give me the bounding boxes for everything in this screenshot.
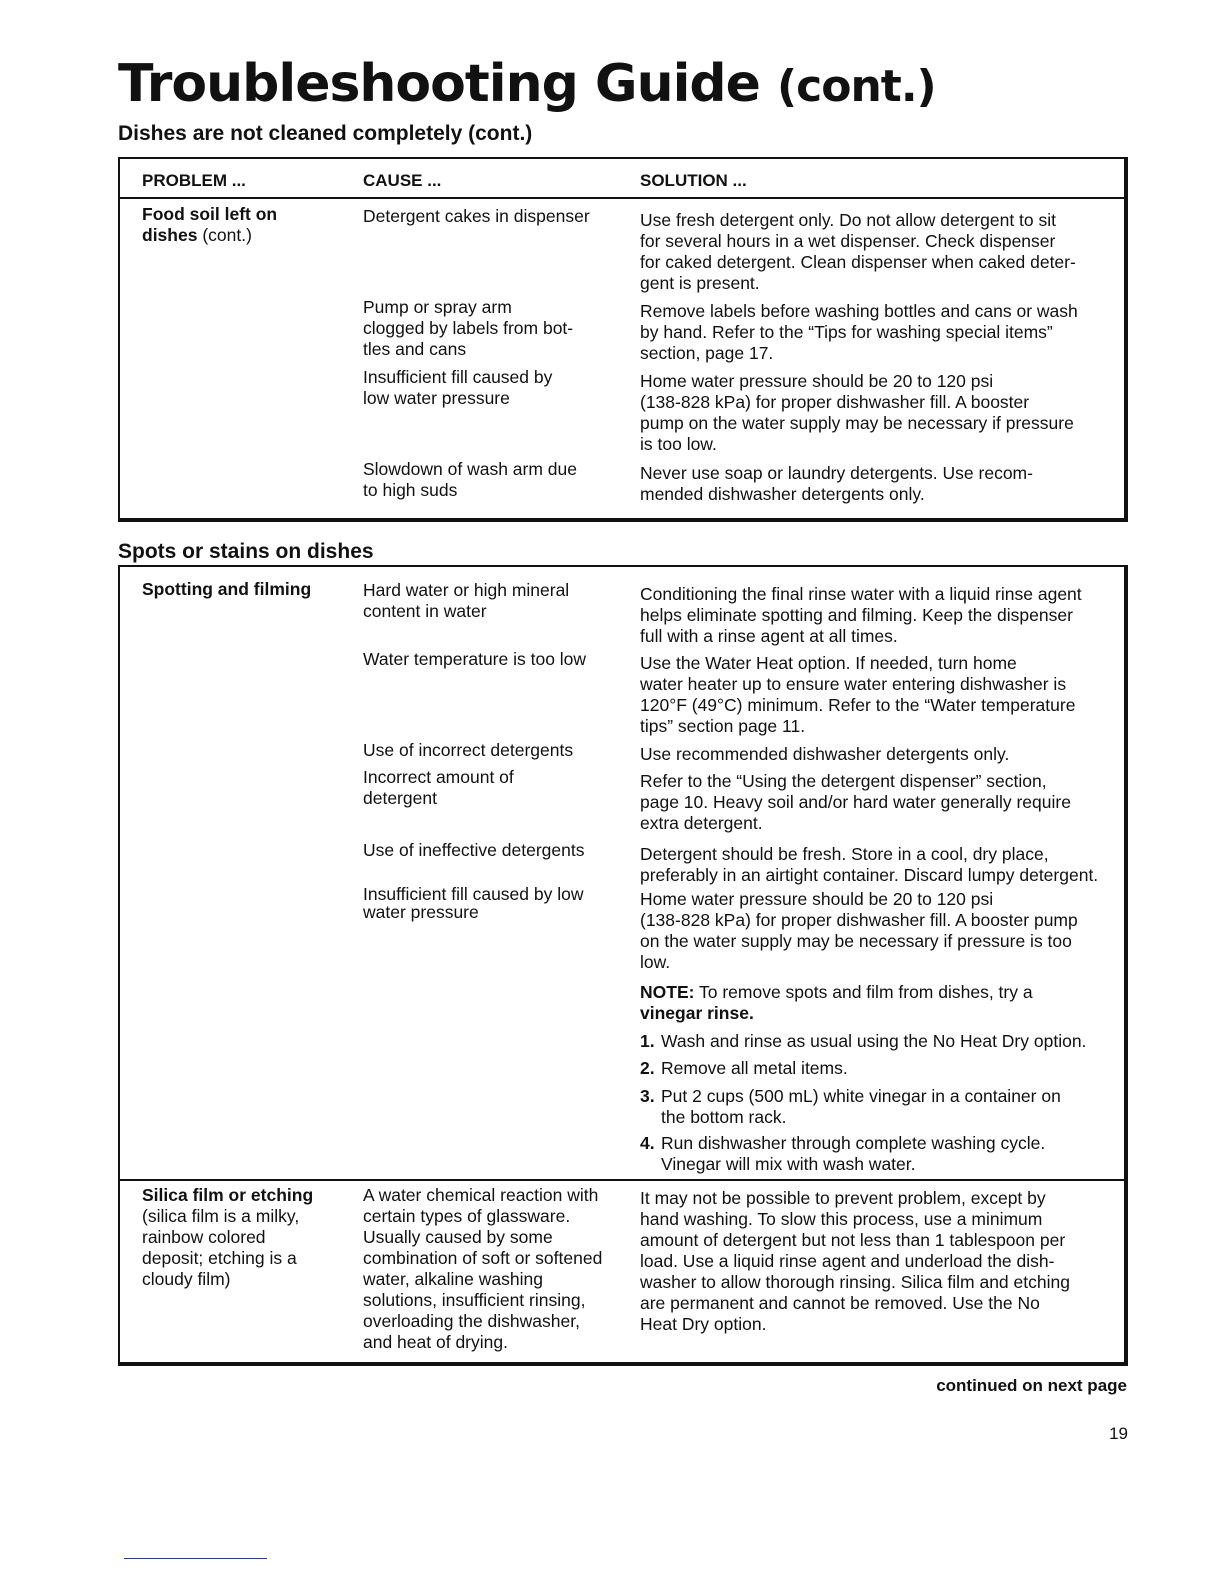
cause-cell: Incorrect amount of detergent <box>363 767 514 808</box>
solution-cell: Detergent should be fresh. Store in a cool, dry place, preferably in an airtight container. Discard lumpy detergent. <box>640 844 1099 885</box>
column-header-problem: PROBLEM ... <box>142 171 246 190</box>
page-title: Troubleshooting Guide (cont.) <box>118 54 936 114</box>
solution-cell: Conditioning the final rinse water with a liquid rinse agent helps eliminate spotting and filming. Keep the dispenser full with a rinse agent at all times. <box>640 584 1082 646</box>
cause-cell: A water chemical reaction with certain types of glassware. Usually caused by some combination of soft or softened water, alkaline washing solutions, insufficient rinsing, overloading the dishwasher, and heat of drying. <box>363 1185 603 1352</box>
cause-cell: Use of incorrect detergents <box>363 740 574 760</box>
cause-cell: Insufficient fill caused by low water pressure <box>363 884 584 922</box>
cause-cell: Detergent cakes in dispenser <box>363 206 590 226</box>
solution-cell: It may not be possible to prevent problem, except by hand washing. To slow this process, use a minimum amount of detergent but not less than 1 tablespoon per load. Use a liquid rinse agent and underload the dish- washer to allow thorough rinsing. Silica film and etching are permanent and cannot be removed. Use the No Heat Dry option. <box>640 1188 1070 1334</box>
step-number: 4. <box>640 1133 655 1153</box>
step-text: Put 2 cups (500 mL) white vinegar in a container on the bottom rack. <box>661 1086 1061 1127</box>
solution-cell: Home water pressure should be 20 to 120 psi (138-828 kPa) for proper dishwasher fill. A booster pump on the water supply may be necessary if pressure is too low. <box>640 889 1078 972</box>
solution-cell: Use the Water Heat option. If needed, turn home water heater up to ensure water entering dishwasher is 120°F (49°C) minimum. Refer to the “Water temperature tips” section page 11. <box>640 653 1076 736</box>
step-number: 1. <box>640 1031 655 1051</box>
solution-cell: Never use soap or laundry detergents. Use recom- mended dishwasher detergents only. <box>640 463 1033 504</box>
scan-artifact-line <box>124 1558 267 1559</box>
continued-note: continued on next page <box>936 1376 1127 1395</box>
row-divider <box>120 1179 1124 1181</box>
step-number: 3. <box>640 1086 655 1106</box>
problem-food-soil: Food soil left on dishes (cont.) <box>142 204 278 245</box>
cause-cell: Insufficient fill caused by low water pressure <box>363 367 553 408</box>
cause-cell: Hard water or high mineral content in water <box>363 580 570 621</box>
solution-cell: Home water pressure should be 20 to 120 psi (138-828 kPa) for proper dishwasher fill. A booster pump on the water supply may be necessary if pressure is too low. <box>640 371 1074 454</box>
step-text: Wash and rinse as usual using the No Heat Dry option. <box>661 1031 1087 1051</box>
solution-cell: Use fresh detergent only. Do not allow detergent to sit for several hours in a wet dispenser. Check dispenser for caked detergent. Clean dispenser when caked deter- gent is present. <box>640 210 1076 293</box>
cause-cell: Slowdown of wash arm due to high suds <box>363 459 577 500</box>
step-text: Run dishwasher through complete washing cycle. Vinegar will mix with wash water. <box>661 1133 1046 1174</box>
column-header-cause: CAUSE ... <box>363 171 442 190</box>
step-text: Remove all metal items. <box>661 1058 848 1078</box>
troubleshooting-table-2 <box>118 565 1128 1366</box>
solution-cell: Use recommended dishwasher detergents only. <box>640 744 1010 764</box>
troubleshooting-table-1 <box>118 157 1128 522</box>
problem-spotting-filming: Spotting and filming <box>142 579 312 599</box>
cause-cell: Water temperature is too low <box>363 649 587 669</box>
solution-cell: Refer to the “Using the detergent dispenser” section, page 10. Heavy soil and/or hard water generally require extra detergent. <box>640 771 1071 833</box>
cause-cell: Use of ineffective detergents <box>363 840 585 860</box>
page-number: 19 <box>1109 1424 1128 1443</box>
solution-cell: Remove labels before washing bottles and cans or wash by hand. Refer to the “Tips for washing special items” section, page 17. <box>640 301 1078 363</box>
table-header <box>120 159 1124 199</box>
section-heading-spots-or-stains: Spots or stains on dishes <box>118 540 374 563</box>
step-number: 2. <box>640 1058 655 1078</box>
problem-silica-film: Silica film or etching (silica film is a milky, rainbow colored deposit; etching is a cloudy film) <box>142 1185 314 1289</box>
section-heading-dishes-not-cleaned: Dishes are not cleaned completely (cont.) <box>118 122 533 145</box>
page-title-suffix: (cont.) <box>777 61 936 112</box>
vinegar-rinse-note: NOTE: To remove spots and film from dishes, try a vinegar rinse. <box>640 982 1033 1023</box>
cause-cell: Pump or spray arm clogged by labels from bot- tles and cans <box>363 297 574 359</box>
column-header-solution: SOLUTION ... <box>640 171 747 190</box>
